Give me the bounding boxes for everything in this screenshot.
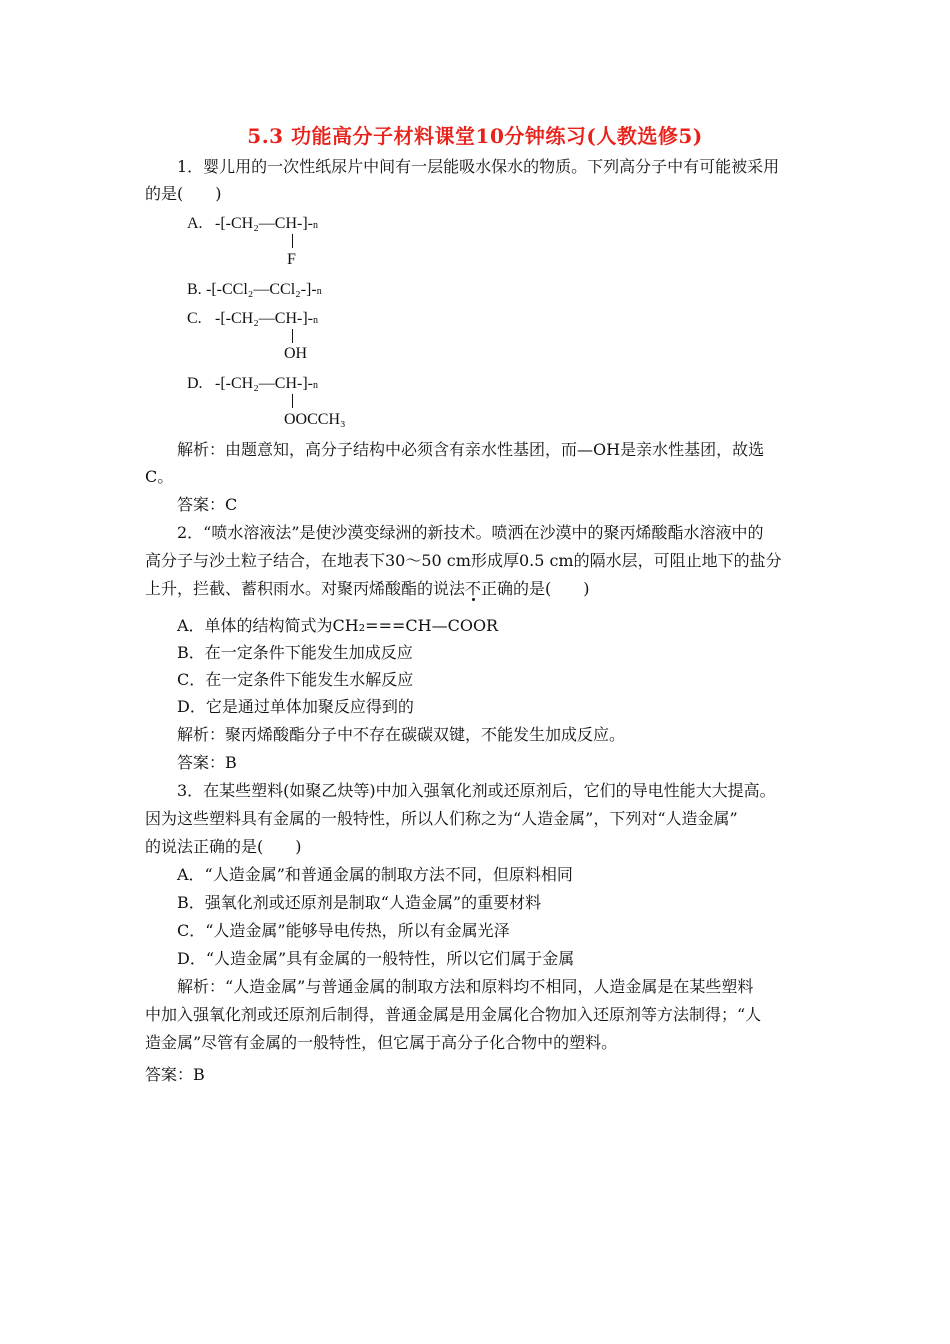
q1-option-d-main: -[-CH₂—CH-]- — [215, 375, 313, 392]
q1-option-a-bond — [292, 234, 293, 248]
q2-option-d: D．它是通过单体加聚反应得到的 — [177, 697, 414, 716]
q1-stem-line1: 1．婴儿用的一次性纸尿片中间有一层能吸水保水的物质。下列高分子中有可能被采用 — [177, 157, 780, 176]
q1-option-b-formula — [206, 280, 322, 302]
q3-option-c: C．“人造金属”能够导电传热，所以有金属光泽 — [177, 921, 510, 940]
q3-stem-line1: 3．在某些塑料(如聚乙炔等)中加入强氧化剂或还原剂后，它们的导电性能大大提高。 — [177, 781, 776, 800]
q2-analysis: 解析：聚丙烯酸酯分子中不存在碳碳双键，不能发生加成反应。 — [177, 725, 626, 744]
q1-analysis-line1: 解析：由题意知，高分子结构中必须含有亲水性基团，而—OH是亲水性基团，故选 — [177, 440, 765, 459]
q1-option-a-substituent: F — [287, 251, 296, 268]
q2-stem-line3-b: 正确的是( ) — [481, 579, 590, 598]
q2-answer: 答案：B — [177, 753, 237, 772]
q1-option-c-substituent: OH — [284, 345, 308, 362]
q1-option-d-substituent: OOCCH₃ — [284, 411, 346, 428]
q2-stem-line1: 2．“喷水溶液法”是使沙漠变绿洲的新技术。喷洒在沙漠中的聚丙烯酸酯水溶液中的 — [177, 523, 764, 542]
page-title: 5.3 功能高分子材料课堂10分钟练习(人教选修5) — [247, 124, 703, 148]
q3-stem-line2: 因为这些塑料具有金属的一般特性，所以人们称之为“人造金属”，下列对“人造金属” — [145, 809, 738, 828]
q1-option-c-label: C. — [187, 310, 202, 327]
q2-stem-line2: 高分子与沙土粒子结合，在地表下30～50 cm形成厚0.5 cm的隔水层，可阻止地下的盐分 — [145, 551, 782, 570]
q1-analysis-line2: C。 — [145, 467, 174, 486]
q1-option-c-formula — [215, 309, 318, 331]
q1-option-a-label: A. — [187, 215, 203, 232]
q2-emphasis-not: 不 — [465, 579, 482, 598]
q1-option-d-label: D. — [187, 375, 203, 392]
q1-option-d-formula — [215, 374, 318, 396]
q3-stem-line3: 的说法正确的是( ) — [145, 837, 302, 856]
q3-option-b: B．强氧化剂或还原剂是制取“人造金属”的重要材料 — [177, 893, 542, 912]
q1-option-a-main: -[-CH₂—CH-]- — [215, 215, 313, 232]
q1-option-b-label: B. — [187, 281, 202, 298]
q2-option-c: C．在一定条件下能发生水解反应 — [177, 670, 414, 689]
q3-analysis-line2: 中加入强氧化剂或还原剂后制得，普通金属是用金属化合物加入还原剂等方法制得；“人 — [145, 1005, 762, 1024]
q1-answer: 答案：C — [177, 495, 238, 514]
q3-option-a: A．“人造金属”和普通金属的制取方法不同，但原料相同 — [177, 865, 573, 884]
q2-stem-line3-a: 上升，拦截、蓄积雨水。对聚丙烯酸酯的说法 — [145, 579, 466, 598]
q1-option-c-bond — [292, 329, 293, 343]
q1-stem-line2: 的是( ) — [145, 184, 222, 203]
q1-option-b-n: n — [316, 286, 322, 297]
q3-option-d: D．“人造金属”具有金属的一般特性，所以它们属于金属 — [177, 949, 575, 968]
q2-option-a: A．单体的结构简式为CH₂===CH—COOR — [177, 616, 499, 635]
q1-option-a-formula — [215, 214, 318, 236]
q3-analysis-line1: 解析：“人造金属”与普通金属的制取方法和原料均不相同，人造金属是在某些塑料 — [177, 977, 754, 996]
q1-option-b-main: -[-CCl₂—CCl₂-]- — [206, 281, 317, 298]
q1-option-d-bond — [292, 394, 293, 408]
q1-option-a-n: n — [313, 220, 318, 231]
q1-option-c-n: n — [313, 315, 318, 326]
q3-analysis-line3: 造金属”尽管有金属的一般特性，但它属于高分子化合物中的塑料。 — [145, 1033, 618, 1052]
q1-option-c-main: -[-CH₂—CH-]- — [215, 310, 313, 327]
q3-answer: 答案：B — [145, 1065, 205, 1084]
q2-option-b: B．在一定条件下能发生加成反应 — [177, 643, 413, 662]
q1-option-d-n: n — [313, 380, 318, 391]
q2-stem-line3 — [145, 575, 810, 602]
